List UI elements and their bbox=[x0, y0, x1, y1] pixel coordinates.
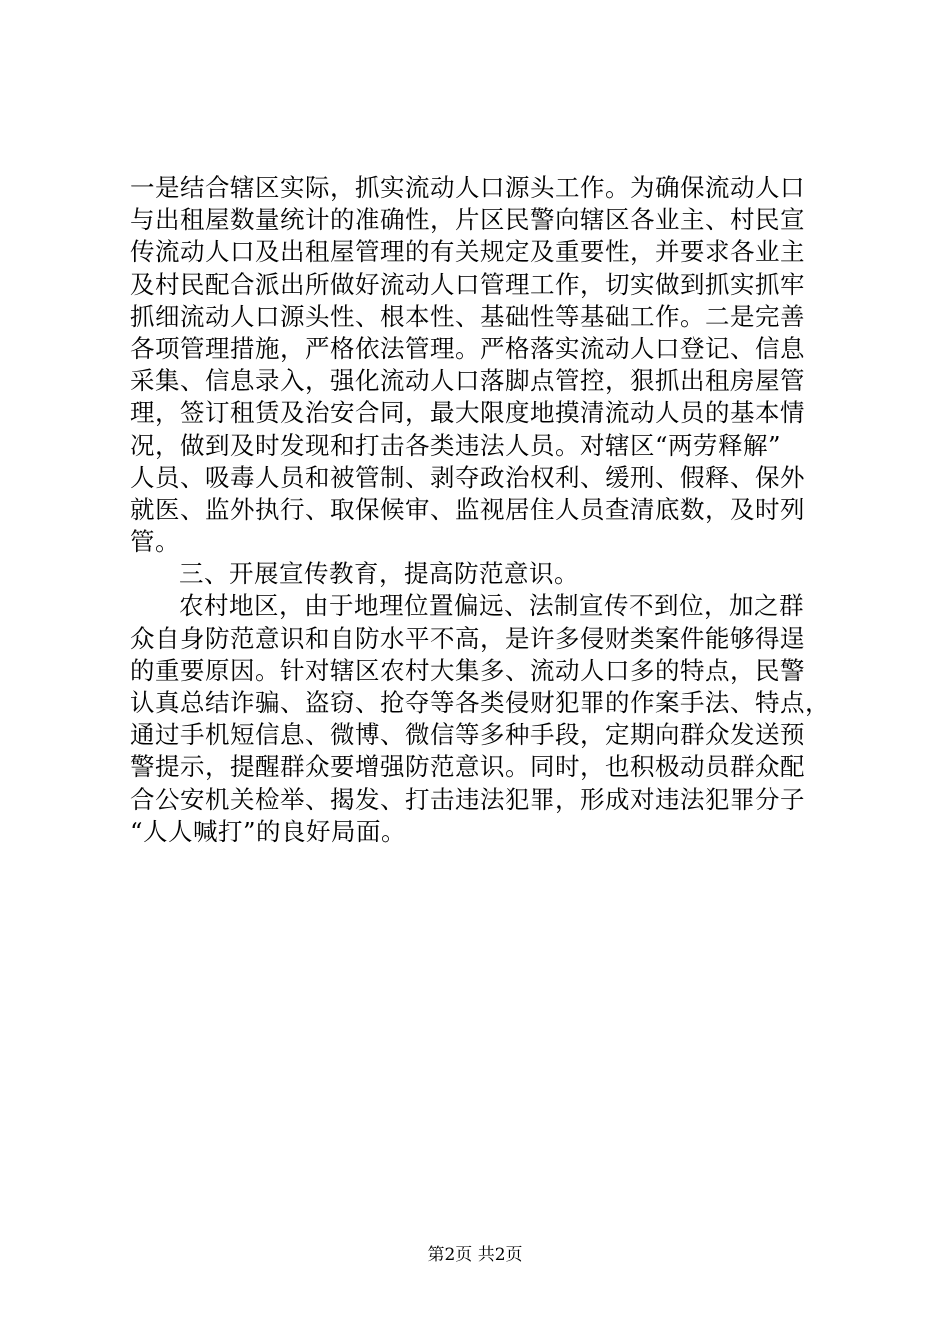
paragraph-line: 理，签订租赁及治安合同，最大限度地摸清流动人员的基本情 bbox=[130, 398, 805, 428]
paragraph-line: 通过手机短信息、微博、微信等多种手段，定期向群众发送预 bbox=[130, 720, 805, 750]
paragraph-line: 况，做到及时发现和打击各类违法人员。对辖区“两劳释解” bbox=[130, 430, 782, 460]
paragraph-line: 采集、信息录入，强化流动人口落脚点管控，狠抓出租房屋管 bbox=[130, 366, 805, 396]
page-number-footer: 第2页 共2页 bbox=[427, 1245, 523, 1265]
paragraph-line: 管。 bbox=[130, 527, 180, 557]
paragraph-line: 众自身防范意识和自防水平不高，是许多侵财类案件能够得逞 bbox=[130, 623, 805, 653]
paragraph-line: 与出租屋数量统计的准确性，片区民警向辖区各业主、村民宣 bbox=[130, 205, 805, 235]
paragraph-line: 及村民配合派出所做好流动人口管理工作，切实做到抓实抓牢 bbox=[130, 269, 805, 299]
paragraph-line: 传流动人口及出租屋管理的有关规定及重要性，并要求各业主 bbox=[130, 237, 805, 267]
document-body bbox=[130, 172, 830, 848]
section-heading: 三、开展宣传教育，提高防范意识。 bbox=[179, 559, 579, 589]
paragraph-line: 合公安机关检举、揭发、打击违法犯罪，形成对违法犯罪分子 bbox=[130, 784, 805, 814]
paragraph-line: 认真总结诈骗、盗窃、抢夺等各类侵财犯罪的作案手法、特点， bbox=[130, 688, 830, 717]
paragraph-line: 抓细流动人口源头性、根本性、基础性等基础工作。二是完善 bbox=[130, 301, 805, 331]
paragraph-line: 各项管理措施，严格依法管理。严格落实流动人口登记、信息 bbox=[130, 333, 805, 363]
paragraph-line: 就医、监外执行、取保候审、监视居住人员查清底数，及时列 bbox=[130, 494, 805, 524]
paragraph-line: 人员、吸毒人员和被管制、剥夺政治权利、缓刑、假释、保外 bbox=[130, 462, 805, 492]
paragraph-line: 农村地区，由于地理位置偏远、法制宣传不到位，加之群 bbox=[179, 591, 804, 621]
paragraph-line: 一是结合辖区实际，抓实流动人口源头工作。为确保流动人口 bbox=[130, 173, 805, 202]
paragraph-line: “人人喊打”的良好局面。 bbox=[130, 816, 407, 846]
paragraph-line: 警提示，提醒群众要增强防范意识。同时，也积极动员群众配 bbox=[130, 752, 805, 782]
paragraph-line: 的重要原因。针对辖区农村大集多、流动人口多的特点，民警 bbox=[130, 655, 805, 685]
